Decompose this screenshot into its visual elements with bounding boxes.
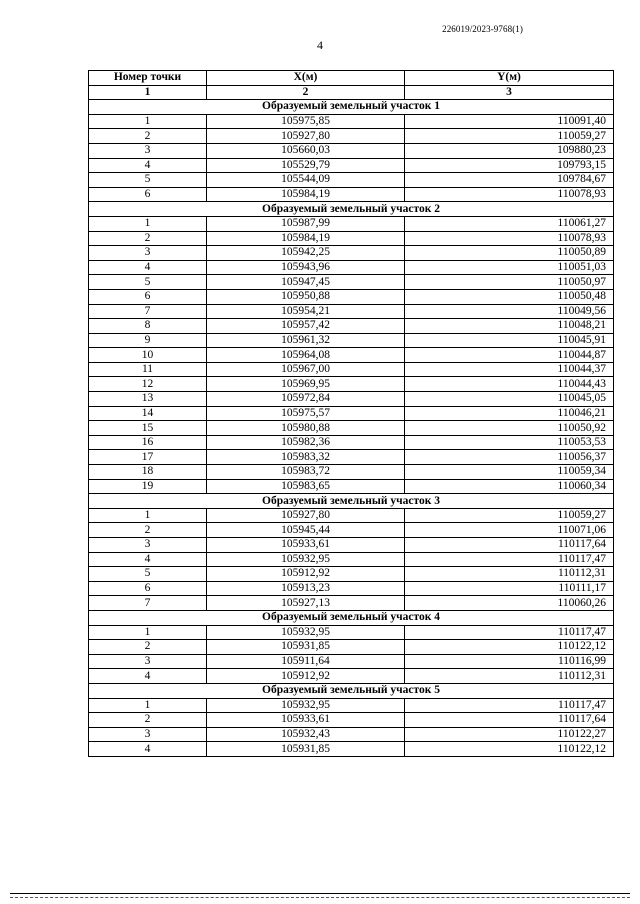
point-number-cell: 3: [89, 246, 207, 261]
table-row: [89, 567, 614, 582]
point-number-cell: 5: [89, 567, 207, 582]
table-row: [89, 392, 614, 407]
table-row: [89, 523, 614, 538]
y-coordinate-cell: 110117,64: [405, 713, 614, 728]
point-number-cell: 4: [89, 669, 207, 684]
y-coordinate-cell: 110050,97: [405, 275, 614, 290]
footer-rule: [10, 893, 630, 894]
point-number-cell: 11: [89, 362, 207, 377]
x-coordinate-cell: 105660,03: [207, 143, 405, 158]
y-coordinate-cell: 110045,91: [405, 333, 614, 348]
x-coordinate-cell: 105911,64: [207, 654, 405, 669]
table-row: [89, 158, 614, 173]
y-coordinate-cell: 110078,93: [405, 187, 614, 202]
x-coordinate-cell: 105980,88: [207, 421, 405, 436]
point-number-cell: 2: [89, 129, 207, 144]
y-coordinate-cell: 110049,56: [405, 304, 614, 319]
point-number-cell: 2: [89, 231, 207, 246]
column-index: 2: [207, 85, 405, 100]
y-coordinate-cell: 110117,64: [405, 538, 614, 553]
table-row: [89, 348, 614, 363]
table-row: [89, 654, 614, 669]
table-row: [89, 114, 614, 129]
plot-heading-row: [89, 683, 614, 698]
table-row: [89, 129, 614, 144]
table-row: [89, 246, 614, 261]
x-coordinate-cell: 105957,42: [207, 319, 405, 334]
table-row: [89, 742, 614, 757]
y-coordinate-cell: 110050,48: [405, 289, 614, 304]
y-coordinate-cell: 110060,26: [405, 596, 614, 611]
y-coordinate-cell: 110122,12: [405, 640, 614, 655]
x-coordinate-cell: 105933,61: [207, 713, 405, 728]
point-number-cell: 8: [89, 319, 207, 334]
y-coordinate-cell: 110060,34: [405, 479, 614, 494]
plot-title: Образуемый земельный участок 4: [89, 610, 614, 625]
x-coordinate-cell: 105945,44: [207, 523, 405, 538]
table-row: [89, 713, 614, 728]
x-coordinate-cell: 105983,72: [207, 465, 405, 480]
x-coordinate-cell: 105954,21: [207, 304, 405, 319]
y-coordinate-cell: 110044,37: [405, 362, 614, 377]
point-number-cell: 9: [89, 333, 207, 348]
y-coordinate-cell: 110112,31: [405, 669, 614, 684]
y-coordinate-cell: 110122,27: [405, 727, 614, 742]
y-coordinate-cell: 110117,47: [405, 625, 614, 640]
y-coordinate-cell: 109793,15: [405, 158, 614, 173]
table-row: [89, 143, 614, 158]
x-coordinate-cell: 105987,99: [207, 216, 405, 231]
x-coordinate-cell: 105950,88: [207, 289, 405, 304]
table-row: [89, 538, 614, 553]
y-coordinate-cell: 110059,34: [405, 465, 614, 480]
y-coordinate-cell: 110078,93: [405, 231, 614, 246]
table-row: [89, 640, 614, 655]
x-coordinate-cell: 105975,85: [207, 114, 405, 129]
x-coordinate-cell: 105912,92: [207, 567, 405, 582]
point-number-cell: 10: [89, 348, 207, 363]
point-number-cell: 15: [89, 421, 207, 436]
x-coordinate-cell: 105544,09: [207, 173, 405, 188]
y-coordinate-cell: 109784,67: [405, 173, 614, 188]
plot-title: Образуемый земельный участок 2: [89, 202, 614, 217]
table-row: [89, 508, 614, 523]
table-row: [89, 727, 614, 742]
table-row: [89, 479, 614, 494]
coordinates-table: [88, 70, 614, 757]
y-coordinate-cell: 110112,31: [405, 567, 614, 582]
x-coordinate-cell: 105927,13: [207, 596, 405, 611]
table-body: [89, 85, 614, 756]
point-number-cell: 4: [89, 158, 207, 173]
x-coordinate-cell: 105972,84: [207, 392, 405, 407]
header-x: X(м): [207, 71, 405, 86]
point-number-cell: 1: [89, 114, 207, 129]
table-row: [89, 187, 614, 202]
point-number-cell: 3: [89, 143, 207, 158]
x-coordinate-cell: 105967,00: [207, 362, 405, 377]
table-row: [89, 362, 614, 377]
x-coordinate-cell: 105943,96: [207, 260, 405, 275]
table-header-row: [89, 71, 614, 86]
header-y: Y(м): [405, 71, 614, 86]
point-number-cell: 4: [89, 742, 207, 757]
header-point-number: Номер точки: [89, 71, 207, 86]
point-number-cell: 4: [89, 552, 207, 567]
point-number-cell: 2: [89, 713, 207, 728]
table-row: [89, 304, 614, 319]
table-row: [89, 377, 614, 392]
table-row: [89, 552, 614, 567]
footer-rule-dashed: [10, 897, 630, 898]
y-coordinate-cell: 110050,92: [405, 421, 614, 436]
x-coordinate-cell: 105932,95: [207, 625, 405, 640]
y-coordinate-cell: 110051,03: [405, 260, 614, 275]
x-coordinate-cell: 105942,25: [207, 246, 405, 261]
x-coordinate-cell: 105932,95: [207, 552, 405, 567]
table-row: [89, 231, 614, 246]
plot-title: Образуемый земельный участок 3: [89, 494, 614, 509]
plot-title: Образуемый земельный участок 5: [89, 683, 614, 698]
table-row: [89, 406, 614, 421]
x-coordinate-cell: 105931,85: [207, 742, 405, 757]
y-coordinate-cell: 110050,89: [405, 246, 614, 261]
plot-heading-row: [89, 610, 614, 625]
page-number: 4: [317, 38, 323, 52]
plot-heading-row: [89, 100, 614, 115]
table-row: [89, 289, 614, 304]
x-coordinate-cell: 105964,08: [207, 348, 405, 363]
y-coordinate-cell: 110044,43: [405, 377, 614, 392]
y-coordinate-cell: 110117,47: [405, 552, 614, 567]
x-coordinate-cell: 105961,32: [207, 333, 405, 348]
table-row: [89, 173, 614, 188]
point-number-cell: 18: [89, 465, 207, 480]
x-coordinate-cell: 105933,61: [207, 538, 405, 553]
point-number-cell: 3: [89, 727, 207, 742]
column-index: 1: [89, 85, 207, 100]
point-number-cell: 12: [89, 377, 207, 392]
table-row: [89, 669, 614, 684]
table-row: [89, 319, 614, 334]
point-number-cell: 7: [89, 304, 207, 319]
point-number-cell: 6: [89, 289, 207, 304]
point-number-cell: 3: [89, 654, 207, 669]
table-row: [89, 596, 614, 611]
point-number-cell: 1: [89, 698, 207, 713]
plot-heading-row: [89, 494, 614, 509]
x-coordinate-cell: 105947,45: [207, 275, 405, 290]
y-coordinate-cell: 109880,23: [405, 143, 614, 158]
point-number-cell: 4: [89, 260, 207, 275]
point-number-cell: 7: [89, 596, 207, 611]
x-coordinate-cell: 105975,57: [207, 406, 405, 421]
point-number-cell: 2: [89, 640, 207, 655]
x-coordinate-cell: 105529,79: [207, 158, 405, 173]
x-coordinate-cell: 105927,80: [207, 129, 405, 144]
x-coordinate-cell: 105984,19: [207, 187, 405, 202]
plot-title: Образуемый земельный участок 1: [89, 100, 614, 115]
x-coordinate-cell: 105912,92: [207, 669, 405, 684]
y-coordinate-cell: 110046,21: [405, 406, 614, 421]
plot-heading-row: [89, 202, 614, 217]
point-number-cell: 1: [89, 625, 207, 640]
y-coordinate-cell: 110056,37: [405, 450, 614, 465]
y-coordinate-cell: 110045,05: [405, 392, 614, 407]
point-number-cell: 17: [89, 450, 207, 465]
y-coordinate-cell: 110091,40: [405, 114, 614, 129]
point-number-cell: 2: [89, 523, 207, 538]
y-coordinate-cell: 110048,21: [405, 319, 614, 334]
point-number-cell: 13: [89, 392, 207, 407]
column-index-row: [89, 85, 614, 100]
y-coordinate-cell: 110071,06: [405, 523, 614, 538]
document-number: 226019/2023-9768(1): [442, 24, 523, 34]
x-coordinate-cell: 105913,23: [207, 581, 405, 596]
y-coordinate-cell: 110044,87: [405, 348, 614, 363]
table-row: [89, 260, 614, 275]
x-coordinate-cell: 105927,80: [207, 508, 405, 523]
x-coordinate-cell: 105931,85: [207, 640, 405, 655]
y-coordinate-cell: 110122,12: [405, 742, 614, 757]
x-coordinate-cell: 105984,19: [207, 231, 405, 246]
y-coordinate-cell: 110111,17: [405, 581, 614, 596]
y-coordinate-cell: 110061,27: [405, 216, 614, 231]
y-coordinate-cell: 110053,53: [405, 435, 614, 450]
table-row: [89, 450, 614, 465]
point-number-cell: 6: [89, 581, 207, 596]
table-row: [89, 333, 614, 348]
y-coordinate-cell: 110059,27: [405, 508, 614, 523]
x-coordinate-cell: 105983,65: [207, 479, 405, 494]
x-coordinate-cell: 105932,95: [207, 698, 405, 713]
point-number-cell: 5: [89, 173, 207, 188]
x-coordinate-cell: 105982,36: [207, 435, 405, 450]
y-coordinate-cell: 110059,27: [405, 129, 614, 144]
table-row: [89, 698, 614, 713]
y-coordinate-cell: 110117,47: [405, 698, 614, 713]
point-number-cell: 19: [89, 479, 207, 494]
y-coordinate-cell: 110116,99: [405, 654, 614, 669]
table-row: [89, 465, 614, 480]
point-number-cell: 3: [89, 538, 207, 553]
table-row: [89, 216, 614, 231]
table-row: [89, 275, 614, 290]
x-coordinate-cell: 105983,32: [207, 450, 405, 465]
point-number-cell: 5: [89, 275, 207, 290]
x-coordinate-cell: 105932,43: [207, 727, 405, 742]
column-index: 3: [405, 85, 614, 100]
table-row: [89, 435, 614, 450]
point-number-cell: 1: [89, 216, 207, 231]
x-coordinate-cell: 105969,95: [207, 377, 405, 392]
point-number-cell: 6: [89, 187, 207, 202]
table-row: [89, 421, 614, 436]
point-number-cell: 1: [89, 508, 207, 523]
table-row: [89, 581, 614, 596]
point-number-cell: 16: [89, 435, 207, 450]
point-number-cell: 14: [89, 406, 207, 421]
table-row: [89, 625, 614, 640]
